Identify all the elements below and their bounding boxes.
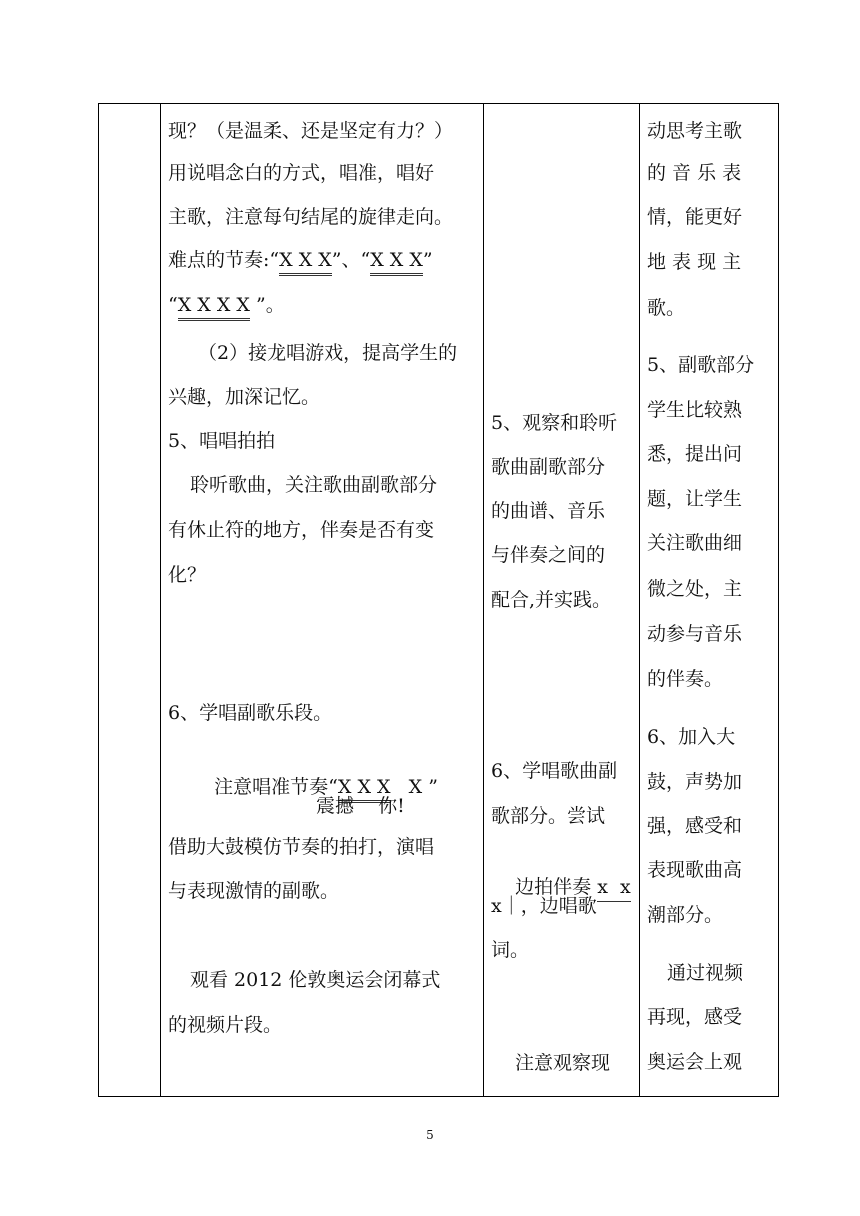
table-right-border: [778, 103, 779, 1097]
activity-line: 注意观察现: [515, 1052, 611, 1074]
intent-line: 表现歌曲高: [647, 859, 743, 881]
intent-line: 5、副歌部分: [647, 354, 755, 376]
intent-line: 地 表 现 主: [647, 251, 742, 273]
intent-line: 动参与音乐: [647, 623, 743, 645]
rhythm-notation: X X X X: [177, 294, 250, 316]
intent-line: 情，能更好: [647, 206, 743, 228]
process-line: （2）接龙唱游戏，提高学生的: [198, 342, 458, 364]
page-number: 5: [426, 1128, 434, 1142]
activity-line: 6、学唱歌曲副: [491, 760, 618, 782]
process-line: 主歌，注意每句结尾的旋律走向。: [168, 206, 454, 228]
intent-line: 潮部分。: [647, 904, 724, 926]
intent-line: 通过视频: [667, 962, 744, 984]
text-fragment: X ”: [390, 776, 438, 798]
activity-line: 配合,并实践。: [491, 589, 612, 611]
activity-line: 词。: [491, 939, 530, 961]
activity-line: 的曲谱、音乐: [491, 500, 606, 522]
text-fragment: ”: [422, 249, 433, 271]
intent-line: 强，感受和: [647, 815, 743, 837]
intent-line: 动思考主歌: [647, 120, 743, 142]
process-line: 现？（是温柔、还是坚定有力？）: [168, 120, 454, 142]
intent-line: 的 音 乐 表: [647, 162, 742, 184]
intent-line: 的伴奏。: [647, 668, 724, 690]
rhythm-notation: X X X: [370, 249, 423, 271]
activity-line: 歌部分。尝试: [491, 805, 606, 827]
section-heading: 5、唱唱拍拍: [168, 430, 276, 452]
text-fragment: ”、“: [331, 249, 371, 271]
activity-line: 歌曲副歌部分: [491, 456, 606, 478]
intent-line: 关注歌曲细: [647, 532, 743, 554]
intent-line: 题，让学生: [647, 488, 743, 510]
process-line: 兴趣，加深记忆。: [168, 386, 321, 408]
text-fragment: 注意唱准节奏“: [214, 776, 338, 798]
column-divider-2: [483, 103, 484, 1097]
column-divider-1: [160, 103, 161, 1097]
table-top-border: [98, 103, 779, 104]
rhythm-notation: X X X: [337, 776, 391, 798]
rhythm-difficulty-line: [168, 247, 476, 273]
intent-line: 微之处，主: [647, 578, 743, 600]
text-fragment: “: [168, 294, 178, 316]
rhythm-difficulty-line: [168, 292, 476, 318]
process-line: 化？: [168, 564, 207, 586]
table-bottom-border: [98, 1096, 779, 1097]
table-left-border: [98, 103, 99, 1097]
lyric-line: 震撼 你!: [316, 795, 405, 817]
intent-line: 歌。: [647, 297, 686, 319]
intent-line: 鼓，声势加: [647, 771, 743, 793]
intent-line: 再现，感受: [647, 1006, 743, 1028]
rhythm-notation: x x: [597, 876, 631, 898]
process-line: 的视频片段。: [168, 1014, 283, 1036]
activity-line: x｜，边唱歌: [491, 895, 597, 917]
activity-line: 与伴奏之间的: [491, 544, 606, 566]
process-line: 观看 2012 伦敦奥运会闭幕式: [190, 969, 441, 991]
process-line: 借助大鼓模仿节奏的拍打，演唱: [168, 836, 435, 858]
text-fragment: 难点的节奏:“: [168, 249, 280, 271]
column-divider-3: [639, 103, 640, 1097]
intent-line: 悉，提出问: [647, 443, 743, 465]
process-line: 与表现激情的副歌。: [168, 880, 340, 902]
intent-line: 6、加入大: [647, 726, 736, 748]
text-fragment: ”。: [249, 294, 285, 316]
process-line: 用说唱念白的方式，唱准，唱好: [168, 162, 435, 184]
section-heading: 6、学唱副歌乐段。: [168, 702, 333, 724]
activity-line: 5、观察和聆听: [491, 412, 618, 434]
text-fragment: 边拍伴奏: [515, 876, 598, 898]
rhythm-notation: X X X: [279, 249, 332, 271]
intent-line: 奥运会上观: [647, 1051, 743, 1073]
process-line: 有休止符的地方，伴奏是否有变: [168, 519, 435, 541]
process-line: 聆听歌曲，关注歌曲副歌部分: [190, 474, 438, 496]
intent-line: 学生比较熟: [647, 399, 743, 421]
